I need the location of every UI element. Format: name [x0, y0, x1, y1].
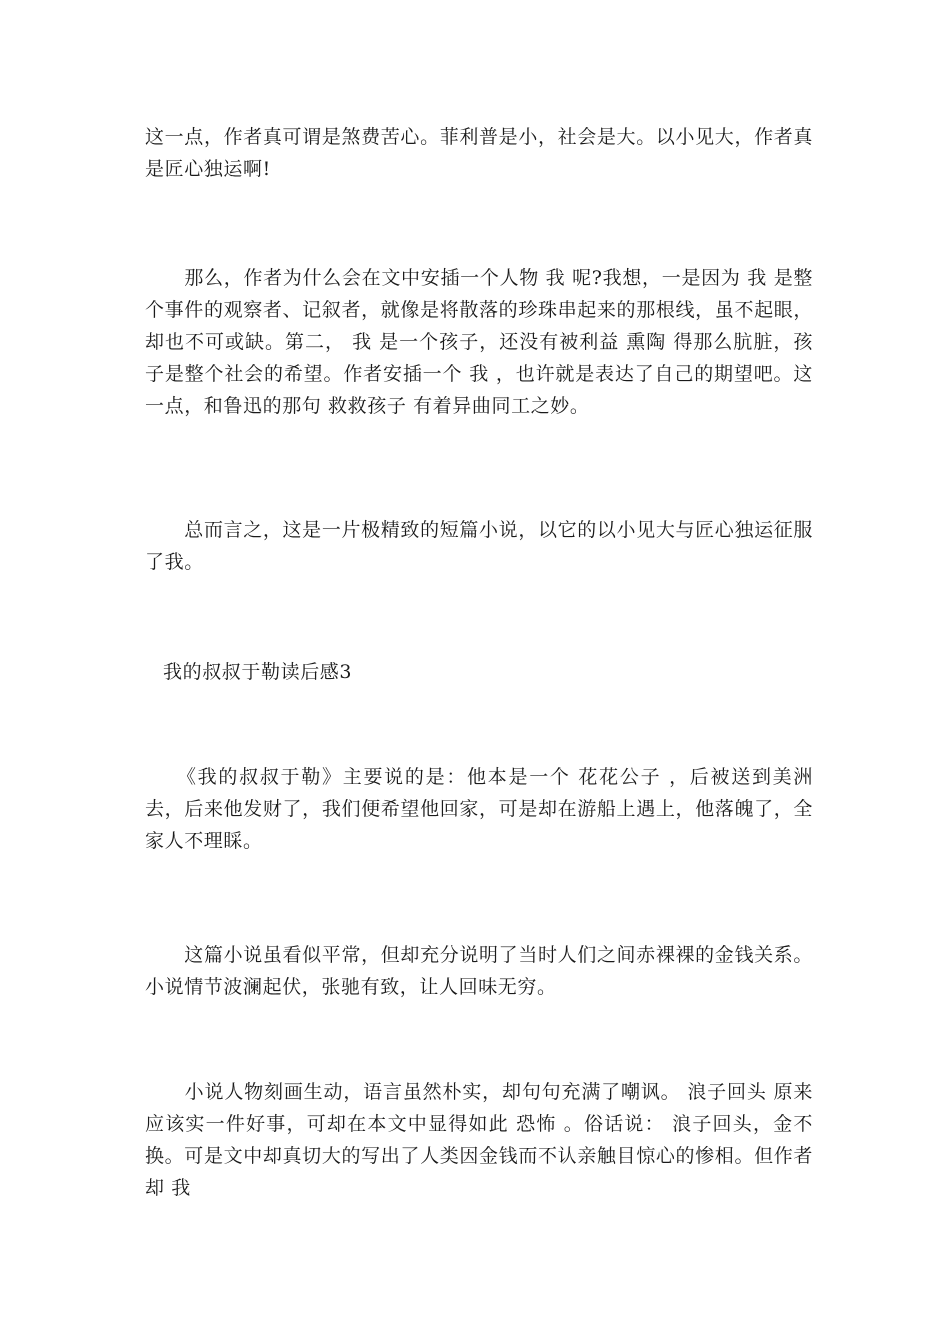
paragraph-money-relations: 这篇小说虽看似平常，但却充分说明了当时人们之间赤裸裸的金钱关系。小说情节波澜起伏，张驰有致，让人回味无穷。 — [145, 944, 813, 998]
paragraph-plot-summary: 《我的叔叔于勒》主要说的是：他本是一个 花花公子 ，后被送到美洲去，后来他发财了，我们便希望他回家，可是却在游船上遇上，他落魄了，全家人不理睬。 — [145, 766, 813, 852]
paragraph-intro-conclusion: 这一点，作者真可谓是煞费苦心。菲利普是小，社会是大。以小见大，作者真是匠心独运啊! — [145, 126, 813, 180]
paragraph-narrator-role: 那么，作者为什么会在文中安插一个人物 我 呢?我想，一是因为 我 是整个事件的观察者、记叙者，就像是将散落的珍珠串起来的那根线，虽不起眼，却也不可或缺。第二， 我 是一个孩子，还没有被利益 熏陶 得那么肮脏，孩子是整个社会的希望。作者安插一个 我 ，也许就是表达了自己的期望吧。这一点，和鲁迅的那句 救救孩子 有着异曲同工之妙。 — [145, 267, 813, 417]
paragraph-characters: 小说人物刻画生动，语言虽然朴实，却句句充满了嘲讽。 浪子回头 原来应该实一件好事，可却在本文中显得如此 恐怖 。俗话说： 浪子回头，金不换。可是文中却真切大的写出了人类因金钱而不认亲触目惊心的惨相。但作者却 我 — [145, 1081, 813, 1199]
section-heading: 我的叔叔于勒读后感3 — [163, 661, 353, 683]
paragraph-summary: 总而言之，这是一片极精致的短篇小说，以它的以小见大与匠心独运征服了我。 — [145, 519, 813, 573]
